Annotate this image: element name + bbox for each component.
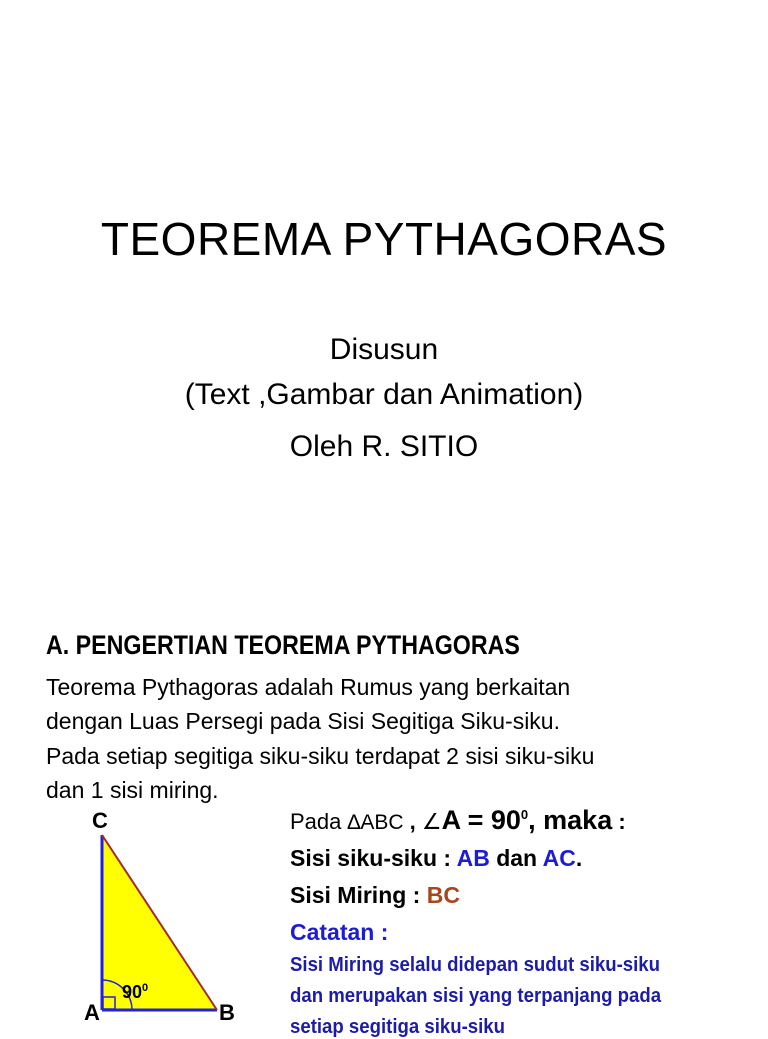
- note-line: setiap segitiga siku-siku: [290, 1016, 506, 1038]
- hypotenuse-line: Sisi Miring : BC: [290, 882, 460, 908]
- vertex-a-label: A: [84, 1000, 100, 1024]
- section-heading: A. PENGERTIAN TEOREMA PYTHAGORAS: [46, 630, 520, 660]
- vertex-b-label: B: [219, 1000, 235, 1024]
- subtitle-line-3: Oleh R. SITIO: [289, 430, 479, 463]
- note-line: Sisi Miring selalu didepan sudut siku-siku: [290, 954, 661, 976]
- subtitle-line-1: Disusun: [329, 333, 439, 366]
- note-title: Catatan :: [290, 919, 389, 945]
- angle-label: $90^0$: [122, 982, 149, 1002]
- triangle-statement: Pada ∆ABC , ∠A = $90^0$, maka :: [290, 805, 626, 835]
- paragraph-line: Teorema Pythagoras adalah Rumus yang berkaitan: [46, 674, 571, 700]
- slide-title: TEOREMA PYTHAGORAS: [100, 213, 668, 265]
- paragraph-line: dengan Luas Persegi pada Sisi Segitiga Siku-siku.: [46, 708, 560, 734]
- subtitle-line-2: (Text ,Gambar dan Animation): [184, 378, 584, 411]
- legs-line: Sisi siku-siku : AB dan AC.: [290, 845, 583, 871]
- note-line: dan merupakan sisi yang terpanjang pada: [290, 985, 662, 1007]
- right-triangle-figure: [60, 800, 260, 1024]
- vertex-c-label: C: [92, 808, 108, 833]
- paragraph-line: dan 1 sisi miring.: [46, 777, 219, 803]
- paragraph-line: Pada setiap segitiga siku-siku terdapat 2 sisi siku-siku: [46, 743, 595, 769]
